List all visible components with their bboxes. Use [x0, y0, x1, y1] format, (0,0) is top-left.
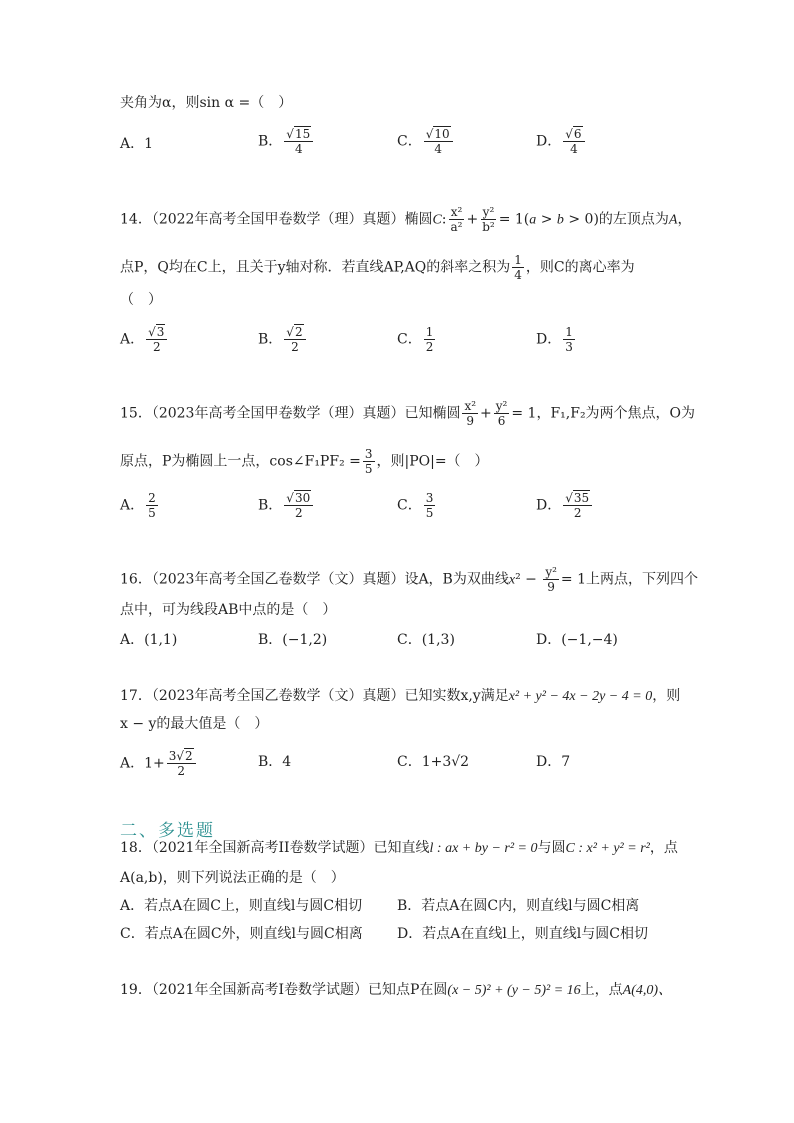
q17-option-d: D．7 — [536, 754, 571, 770]
q17-line2: x − y的最大值是（ ） — [120, 716, 269, 732]
q15-option-b: B． $\frac{√30}{2}$ — [258, 492, 315, 519]
q16-line2: 点中，可为线段AB中点的是（ ） — [120, 602, 337, 618]
q13-option-c: C． $\frac{√10}{4}$ — [397, 128, 455, 155]
q14-line1: 14．（2022年高考全国甲卷数学（理）真题）椭圆C: $\frac{\text{x²}}{\text{a²}}$ + $\frac{\text{y²}}{\text{b²}}$ = 1(a > b > 0)的左顶点为A， — [120, 205, 692, 234]
q15-line2: 原点，P为椭圆上一点，cos∠F₁PF₂ = $\frac{3}{5}$ ，则|PO|=（ ） — [120, 447, 489, 476]
q19-line1: 19．（2021年全国新高考I卷数学试题）已知点P在圆(x − 5)² + (y − 5)² = 16上，点A(4,0)、 — [120, 982, 673, 998]
q14-option-c: C． $\frac{1}{2}$ — [397, 325, 434, 354]
q18-option-c: C．若点A在圆C外，则直线l与圆C相离 — [120, 926, 363, 942]
q14-option-b: B． $\frac{√2}{2}$ — [258, 326, 308, 353]
q18-line2: A(a,b)，则下列说法正确的是（ ） — [120, 870, 345, 886]
q16-option-b: B．(−1,2) — [258, 632, 328, 648]
q15-line1: 15．（2023年高考全国甲卷数学（理）真题）已知椭圆 $\frac{\text{x²}}{9}$ + $\frac{\text{y²}}{6}$ = 1，F₁,F₂为两个焦点，O为 — [120, 399, 696, 428]
q18-option-b: B．若点A在圆C内，则直线l与圆C相离 — [397, 898, 640, 914]
q18-option-d: D．若点A在直线l上，则直线l与圆C相切 — [397, 926, 649, 942]
q17-option-a: A．1+ $\frac{3√2}{2}$ — [120, 750, 198, 777]
q14-option-d: D． $\frac{1}{3}$ — [536, 325, 573, 354]
q15-option-c: C． $\frac{3}{5}$ — [397, 491, 434, 520]
q15-option-a: A． $\frac{2}{5}$ — [120, 491, 156, 520]
q14-line2: 点P，Q均在C上，且关于y轴对称．若直线AP,AQ的斜率之积为 $\frac{1}{4}$ ，则C的离心率为 — [120, 253, 635, 282]
section-heading-multiple-choice: 二、多选题 — [120, 821, 215, 841]
q13-option-b: B． $\frac{√15}{4}$ — [258, 128, 315, 155]
q16-line1: 16．（2023年高考全国乙卷数学（文）真题）设A，B为双曲线x² − $\frac{\text{y²}}{9}$ = 1上两点，下列四个 — [120, 565, 698, 594]
q16-option-c: C．(1,3) — [397, 632, 455, 648]
q15-option-d: D． $\frac{√35}{2}$ — [536, 492, 594, 519]
q17-line1: 17．（2023年高考全国乙卷数学（文）真题）已知实数x,y满足x² + y² − 4x − 2y − 4 = 0，则 — [120, 688, 681, 704]
q18-line1: 18．（2021年全国新高考II卷数学试题）已知直线l : ax + by − r² = 0与圆C : x² + y² = r²，点 — [120, 840, 678, 856]
q17-option-b: B．4 — [258, 754, 292, 770]
q17-option-c: C．1+3√2 — [397, 754, 470, 770]
q16-option-d: D．(−1,−4) — [536, 632, 618, 648]
q13-option-a: A．1 — [120, 136, 154, 152]
q16-option-a: A．(1,1) — [120, 632, 178, 648]
q13-option-d: D． $\frac{√6}{4}$ — [536, 128, 587, 155]
q13-stem-tail: 夹角为α，则sin α =（ ） — [120, 95, 293, 111]
q18-option-a: A．若点A在圆C上，则直线l与圆C相切 — [120, 898, 363, 914]
q14-option-a: A． $\frac{√3}{2}$ — [120, 326, 169, 353]
q14-line3: （ ） — [120, 292, 162, 308]
